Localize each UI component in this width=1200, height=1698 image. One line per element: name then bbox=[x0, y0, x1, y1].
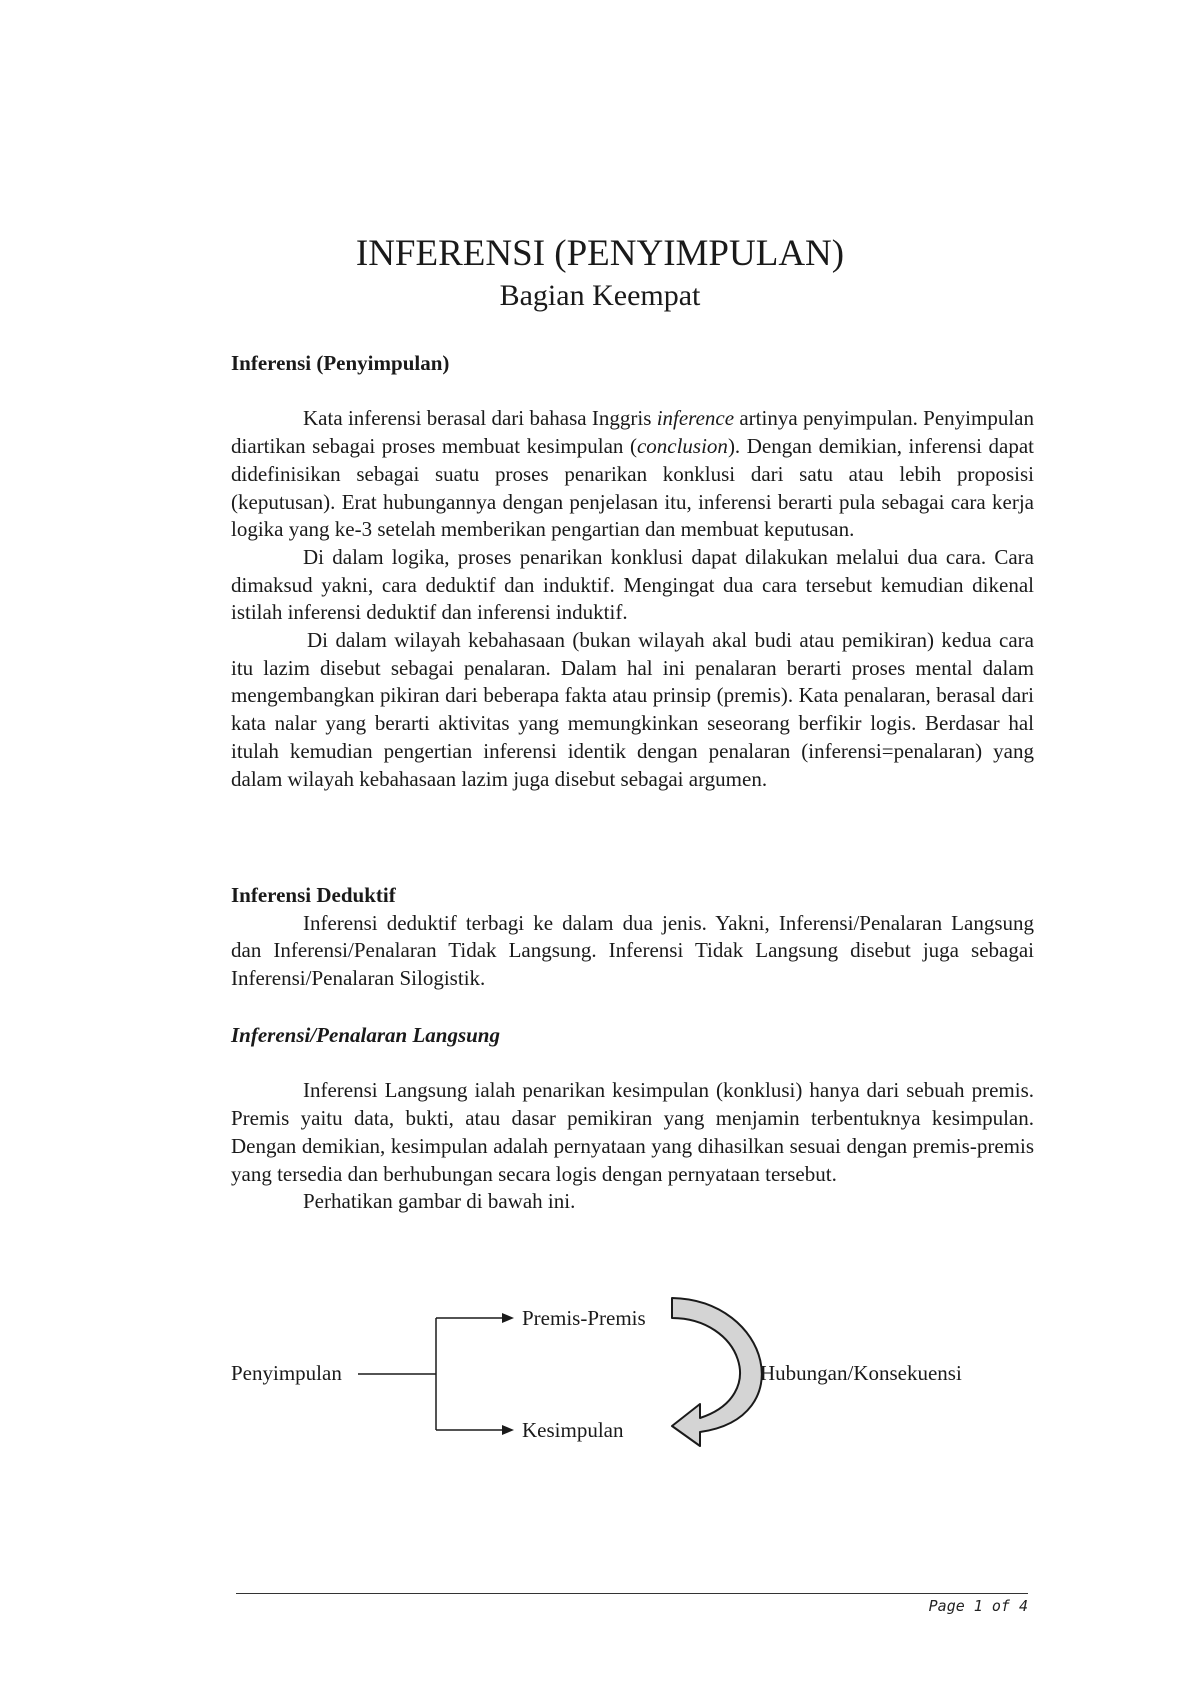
document-subtitle: Bagian Keempat bbox=[499, 279, 701, 312]
document-title: INFERENSI (PENYIMPULAN) bbox=[355, 233, 845, 274]
text-span: Kata inferensi berasal dari bahasa Inggris bbox=[303, 406, 657, 431]
text-span: ). Dengan demikian, inferensi dapat didefinisikan sebagai suatu proses penarikan konklusi dari satu atau lebih proposisi (keputusan). Erat hubungannya dengan penjelasan itu, inferensi berarti pula sebagai cara kerja logika yang ke-3 setelah memberikan pengartian dan membuat keputusan. bbox=[231, 434, 1035, 542]
diagram-label-kesimpulan: Kesimpulan bbox=[522, 1418, 624, 1442]
text-span: artinya penyimpulan. Penyimpulan diartikan sebagai proses membuat kesimpulan ( bbox=[231, 406, 1034, 459]
curved-arrow bbox=[672, 1298, 762, 1446]
arrowhead bbox=[502, 1425, 514, 1435]
paragraph: Inferensi Langsung ialah penarikan kesimpulan (konklusi) hanya dari sebuah premis. Premis yaitu data, bukti, atau dasar pemikiran yang menjamin terbentuknya kesimpulan. Dengan demikian, kesimpulan adalah pernyataan yang dihasilkan sesuai dengan premis-premis yang tersedia dan berhubungan secara logis dengan pernyataan tersebut. bbox=[231, 1078, 1034, 1186]
paragraph: Di dalam wilayah kebahasaan (bukan wilayah akal budi atau pemikiran) kedua cara itu lazim disebut sebagai penalaran. Dalam hal ini penalaran berarti proses mental dalam mengembangkan pikiran dari beberapa fakta atau prinsip (premis). Kata penalaran, berasal dari kata nalar yang berarti aktivitas yang memungkinkan seseorang berfikir logis. Berdasar hal itulah kemudian pengertian inferensi identik dengan penalaran (inferensi=penalaran) yang dalam wilayah kebahasaan lazim juga disebut sebagai argumen. bbox=[231, 628, 1034, 791]
italic-term: inference bbox=[656, 406, 735, 431]
diagram-label-premis: Premis-Premis bbox=[522, 1306, 646, 1330]
section-heading: Inferensi/Penalaran Langsung bbox=[231, 1023, 500, 1047]
arrowhead bbox=[502, 1313, 514, 1323]
diagram-label-hubungan: Hubungan/Konsekuensi bbox=[760, 1361, 962, 1385]
section-heading: Inferensi Deduktif bbox=[231, 883, 396, 907]
diagram-label-penyimpulan: Penyimpulan bbox=[231, 1361, 342, 1385]
page-number: Page 1 of 4 bbox=[928, 1597, 1028, 1615]
footer-rule bbox=[236, 1593, 1028, 1594]
paragraph: Inferensi deduktif terbagi ke dalam dua jenis. Yakni, Inferensi/Penalaran Langsung dan Inferensi/Penalaran Tidak Langsung. Inferensi Tidak Langsung disebut juga sebagai Inferensi/Penalaran Silogistik. bbox=[231, 910, 1034, 991]
paragraph: Di dalam logika, proses penarikan konklusi dapat dilakukan melalui dua cara. Cara dimaksud yakni, cara deduktif dan induktif. Mengingat dua cara tersebut kemudian dikenal istilah inferensi deduktif dan inferensi induktif. bbox=[231, 544, 1034, 625]
italic-term: conclusion bbox=[636, 434, 728, 459]
section-heading: Inferensi (Penyimpulan) bbox=[231, 351, 450, 375]
paragraph: Perhatikan gambar di bawah ini. bbox=[303, 1189, 576, 1214]
